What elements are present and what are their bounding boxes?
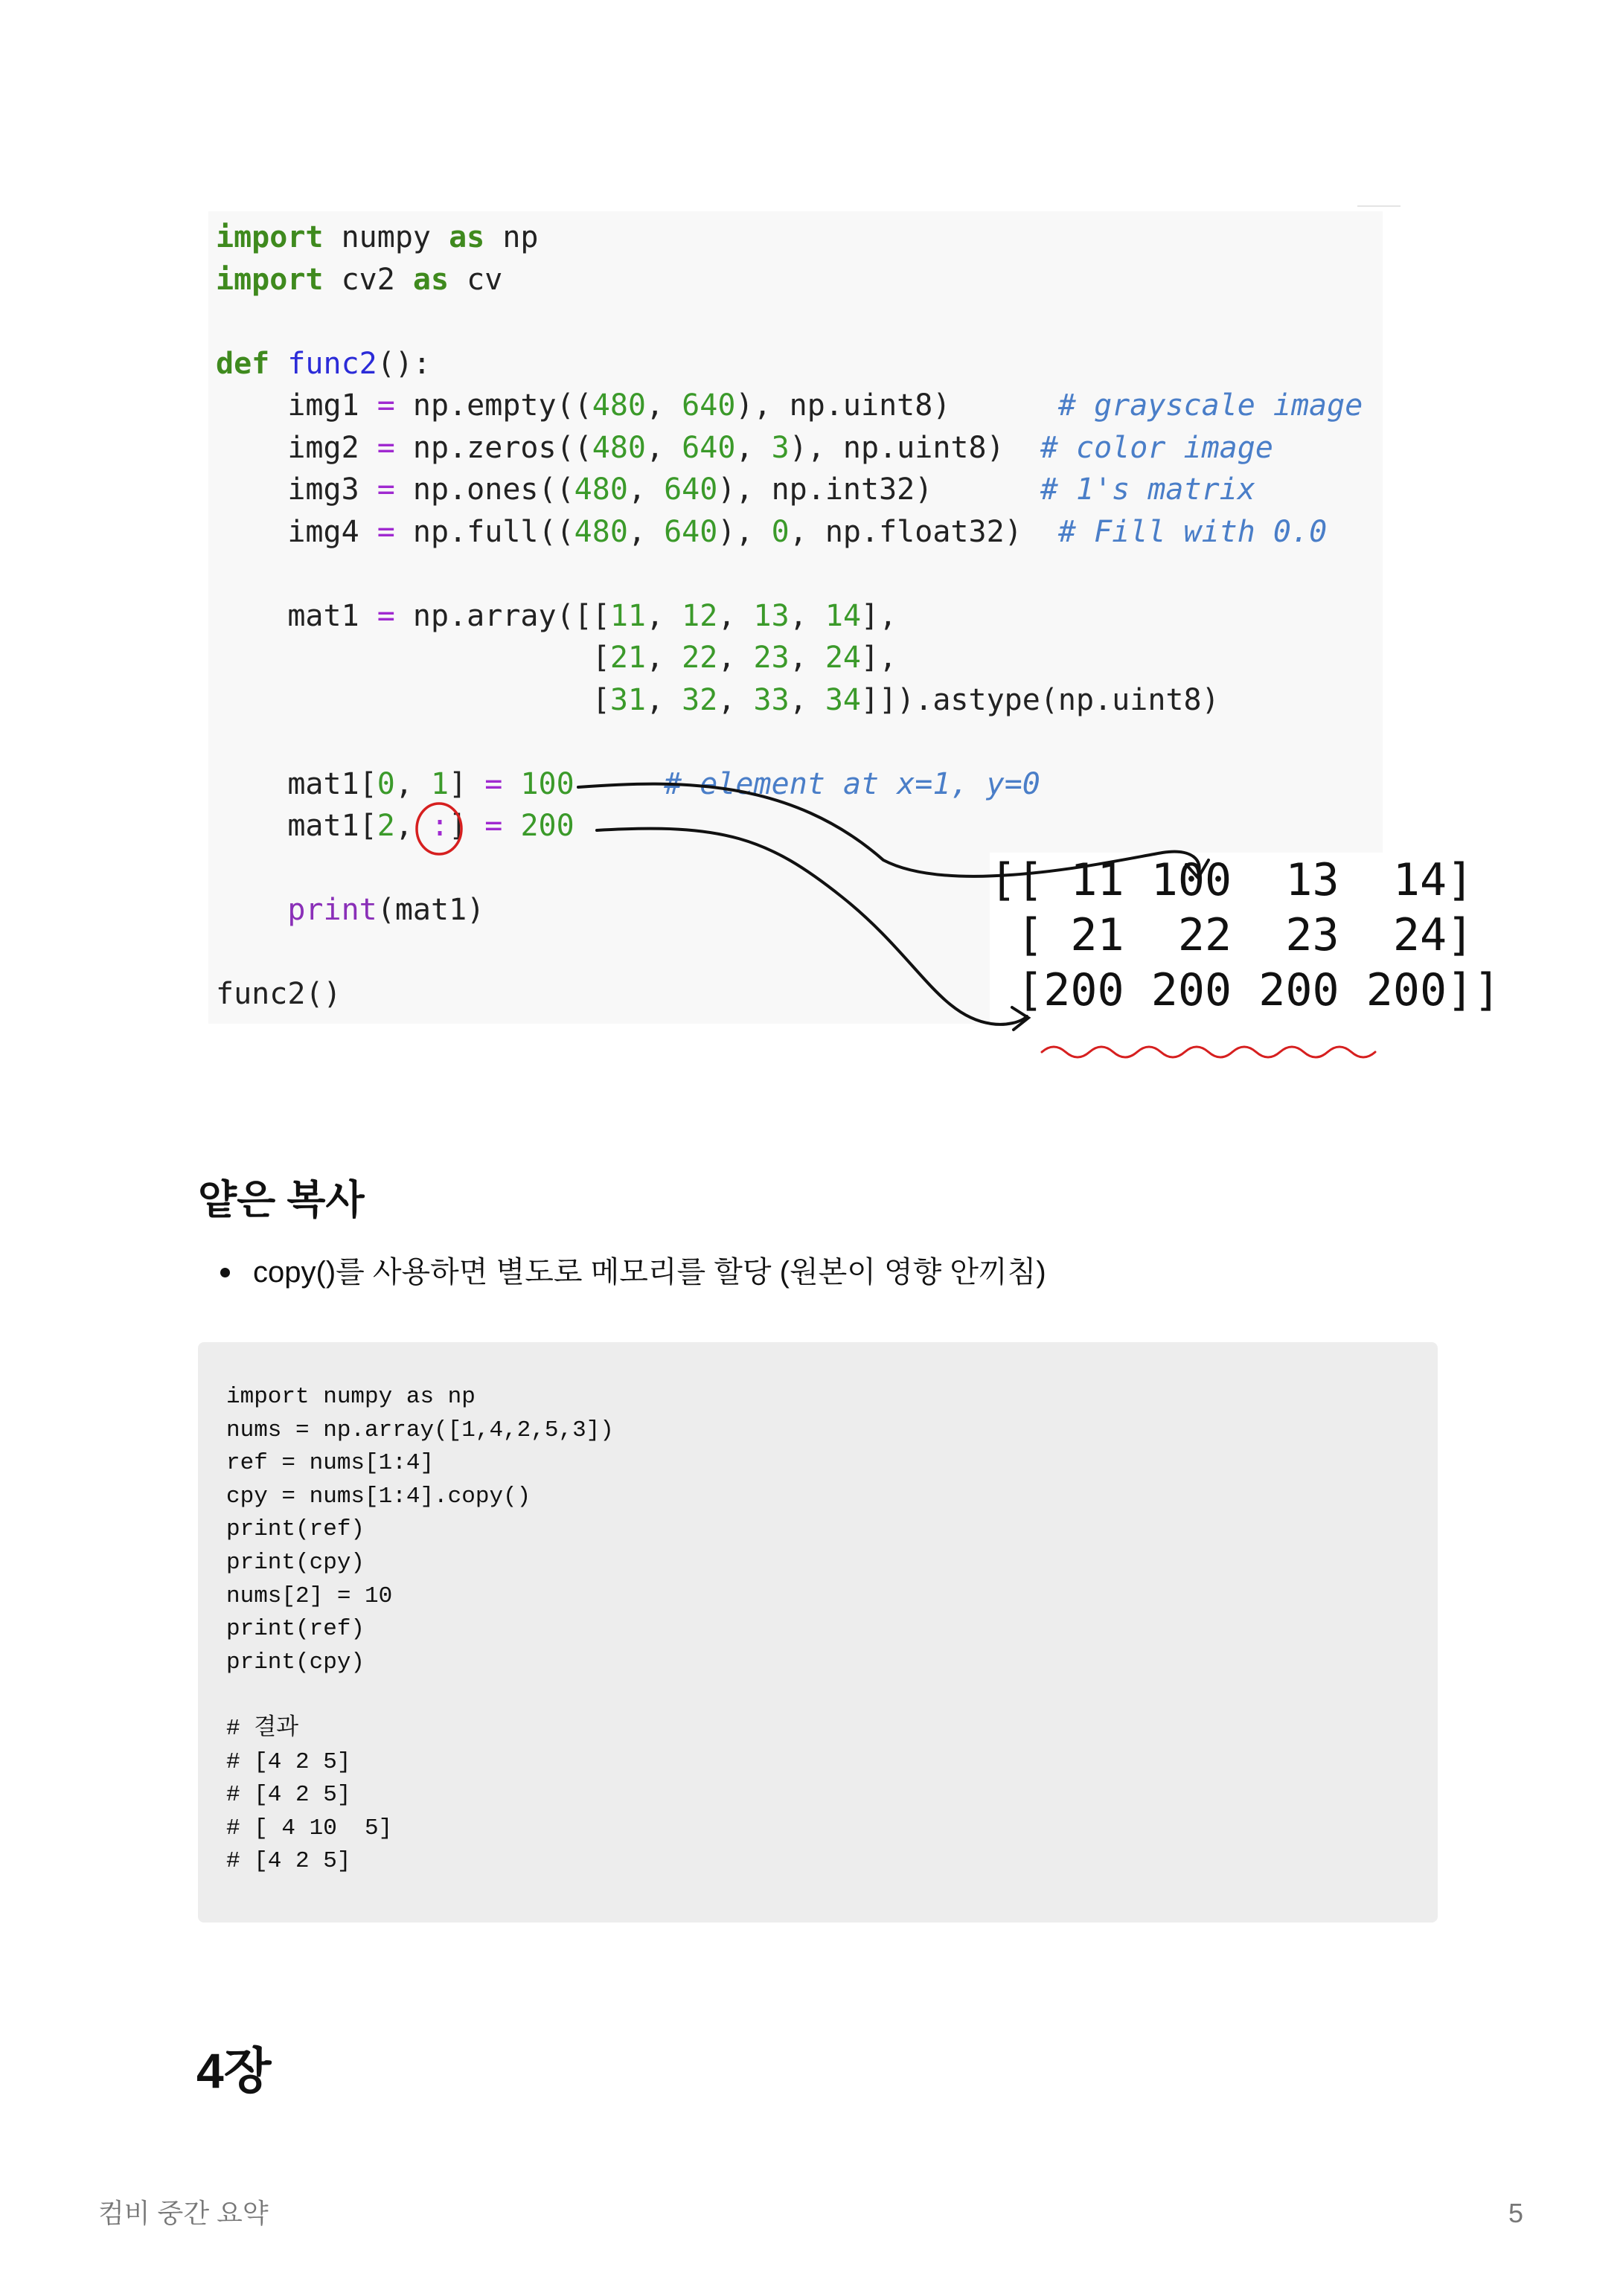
code-token: img4 (216, 514, 377, 549)
code-token: 11 (609, 598, 646, 633)
code-token: , (717, 598, 754, 633)
code-token: np.zeros(( (394, 430, 592, 465)
bullet-list (216, 1250, 1046, 1295)
code-token: 480 (574, 472, 628, 507)
code-token: 640 (664, 472, 718, 507)
code-token: ), np.uint8) (789, 430, 1040, 465)
code-token: , (717, 641, 754, 675)
code-token: # Fill with 0.0 (1057, 514, 1328, 549)
code-token: mat1 (216, 598, 377, 633)
code-token: # grayscale image (1057, 388, 1363, 423)
code-token: 31 (609, 682, 646, 717)
code-token: , (646, 430, 682, 465)
code-token: 22 (682, 641, 718, 675)
code-token: ] (449, 766, 485, 801)
code-token: [ (216, 641, 610, 675)
code-token: 100 (520, 766, 574, 801)
code-token: 34 (825, 682, 862, 717)
page-number: 5 (1508, 2198, 1523, 2228)
code-token: import (216, 262, 324, 297)
arrow-to-200-row (597, 829, 1027, 1024)
code-token: 2 (377, 809, 395, 843)
code-token: print (287, 893, 377, 927)
code-token: 13 (753, 598, 790, 633)
code-token: (mat1) (377, 893, 485, 927)
code-token: np.full(( (394, 514, 574, 549)
code-token: np (484, 220, 539, 254)
code-token: , (789, 598, 825, 633)
code-token: = (484, 809, 503, 843)
code-token: 23 (753, 641, 790, 675)
code-token: 1 (431, 766, 449, 801)
code-token: [ (216, 682, 610, 717)
code-token: 3 (771, 430, 790, 465)
code-token: , (394, 766, 432, 801)
code-token: 640 (682, 430, 736, 465)
list-item (216, 1250, 1046, 1295)
code-token: = (377, 430, 395, 465)
code-token: = (484, 766, 503, 801)
code-token: 480 (592, 430, 646, 465)
code-token: import (216, 220, 324, 254)
code-token: 0 (771, 514, 790, 549)
code-token: as (412, 262, 449, 297)
code-token: func2() (216, 977, 342, 1011)
code-token: (): (377, 346, 432, 381)
code-token: img3 (216, 472, 377, 507)
output-matrix-row-2: [ 21 22 23 24] (990, 909, 1474, 961)
list-item-text: copy()를 사용하면 별도로 메모리를 할당 (원본이 영향 안끼침) (253, 1256, 1046, 1289)
code-screenshot-figure (202, 205, 1501, 1068)
code-token: np.array([[ (394, 598, 610, 633)
code-token: , (646, 388, 682, 423)
code-token: 24 (825, 641, 862, 675)
code-token: 14 (825, 598, 862, 633)
handwritten-annotations (202, 205, 1438, 1068)
code-token: , (627, 514, 665, 549)
code-token: mat1[ (216, 766, 377, 801)
code-token: numpy (323, 220, 449, 254)
code-token: = (377, 388, 395, 423)
code-token: ] (449, 809, 485, 843)
code-token: def (216, 346, 270, 381)
code-token: ]]).astype(np.uint8) (861, 682, 1220, 717)
code-token: , (717, 682, 754, 717)
arrow-to-200-row-head (1012, 1007, 1028, 1030)
code-token: 480 (592, 388, 646, 423)
code-token: cv (449, 262, 503, 297)
code-token: , (789, 682, 825, 717)
code-token: # color image (1040, 430, 1273, 465)
bullet-dot (220, 1268, 230, 1277)
output-matrix-row-3: [200 200 200 200]] (990, 964, 1501, 1016)
code-token: ), np.uint8) (735, 388, 1058, 423)
code-token: , (645, 641, 682, 675)
code-token: , np.float32) (789, 514, 1058, 549)
code-token: mat1[ (216, 809, 377, 843)
code-token: func2 (287, 346, 377, 381)
code-token: , (735, 430, 772, 465)
code-token: , (645, 682, 682, 717)
circle-annotation (417, 804, 461, 854)
code-token: cv2 (323, 262, 413, 297)
code-token: ), np.int32) (717, 472, 1040, 507)
chapter-heading: 4장 (196, 2043, 272, 2098)
code-token: 200 (520, 809, 574, 843)
code-block (198, 1342, 1438, 1923)
code-token: 12 (682, 598, 718, 633)
output-matrix-row-1: [[ 11 100 13 14] (990, 854, 1474, 906)
code-token: , (789, 641, 825, 675)
code-token: 33 (753, 682, 790, 717)
code-token: ], (861, 641, 897, 675)
code-token: as (449, 220, 485, 254)
code-token: ], (861, 598, 897, 633)
code-token: = (377, 472, 395, 507)
code-token: ), (717, 514, 772, 549)
code-token: 21 (609, 641, 646, 675)
code-token: : (431, 809, 449, 843)
section-heading: 얕은 복사 (198, 1178, 365, 1222)
code-block-text: import numpy as np nums = np.array([1,4,2,5,3]) ref = nums[1:4] cpy = nums[1:4].copy() print(ref) print(cpy) nums[2] = 10 print(ref) print(cpy) # 결과 # [4 2 5] # [4 2 5] # [ 4 10 5] # [4 2 5] (226, 1384, 614, 1875)
code-token: , (646, 598, 682, 633)
code-token: # 1's matrix (1040, 472, 1255, 507)
code-token: 0 (377, 766, 395, 801)
code-token: np.ones(( (394, 472, 574, 507)
code-token: np.empty(( (394, 388, 592, 423)
code-token: = (377, 598, 395, 633)
code-token: 640 (682, 388, 736, 423)
code-token: 480 (574, 514, 628, 549)
code-token: , (394, 809, 432, 843)
code-token: 32 (682, 682, 718, 717)
code-token: img2 (216, 430, 377, 465)
code-token: img1 (216, 388, 377, 423)
code-token: # element at x=1, y=0 (664, 766, 1040, 801)
code-token: = (377, 514, 395, 549)
code-token: 640 (664, 514, 718, 549)
code-token: , (627, 472, 665, 507)
footer-title: 컴비 중간 요약 (98, 2198, 269, 2228)
red-underline-squiggle (1042, 1047, 1375, 1057)
